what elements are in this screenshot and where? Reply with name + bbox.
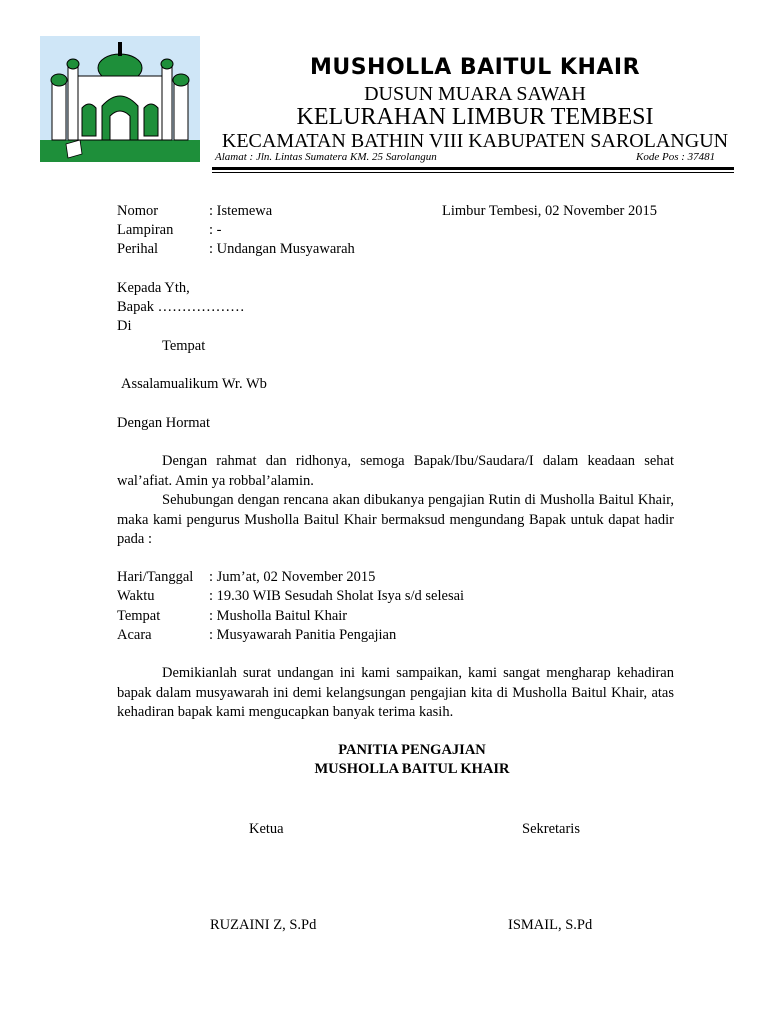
nomor-value: : Istemewa xyxy=(209,203,273,219)
tempat-value: : Musholla Baitul Khair xyxy=(209,608,348,624)
letterhead-address: Alamat : Jln. Lintas Sumatera KM. 25 Sarolangun xyxy=(215,151,437,163)
recipient-di: Di xyxy=(117,318,132,334)
lampiran-value: : - xyxy=(209,222,222,238)
perihal-value: : Undangan Musyawarah xyxy=(209,241,355,257)
sekretaris-title: Sekretaris xyxy=(522,821,580,837)
nomor-label: Nomor xyxy=(117,203,159,219)
recipient-kepada: Kepada Yth, xyxy=(117,280,190,296)
header-rule-thick xyxy=(212,167,734,170)
body-paragraph-1: Dengan rahmat dan ridhonya, semoga Bapak/Ibu/Saudara/I dalam keadaan sehat wal’afiat. Amin ya robbal’alamin. xyxy=(117,453,674,489)
letterhead-dusun: DUSUN MUARA SAWAH xyxy=(364,83,586,105)
waktu-value: : 19.30 WIB Sesudah Sholat Isya s/d selesai xyxy=(209,588,465,604)
recipient-bapak: Bapak ……………… xyxy=(117,299,245,315)
recipient-tempat: Tempat xyxy=(162,338,206,354)
acara-label: Acara xyxy=(117,627,152,643)
letterhead-title: MUSHOLLA BAITUL KHAIR xyxy=(309,55,641,80)
acara-value: : Musyawarah Panitia Pengajian xyxy=(209,627,397,643)
letterhead-kecamatan: KECAMATAN BATHIN VIII KABUPATEN SAROLANGUN xyxy=(221,130,729,152)
letterhead-kelurahan: KELURAHAN LIMBUR TEMBESI xyxy=(296,104,654,130)
header-rule-thin xyxy=(212,172,734,173)
body-paragraph-2: Sehubungan dengan rencana akan dibukanya pengajian Rutin di Musholla Baitul Khair, maka kami pengurus Musholla Baitul Khair bermaksud mengundang Bapak untuk dapat hadir pada : xyxy=(117,492,674,547)
tempat-label: Tempat xyxy=(117,608,161,624)
place-date: Limbur Tembesi, 02 November 2015 xyxy=(442,203,657,219)
lampiran-label: Lampiran xyxy=(117,222,174,238)
perihal-label: Perihal xyxy=(117,241,159,257)
ketua-title: Ketua xyxy=(249,821,284,837)
mosque-logo xyxy=(40,36,200,162)
waktu-label: Waktu xyxy=(117,588,155,604)
closing-org-2: MUSHOLLA BAITUL KHAIR xyxy=(314,761,510,777)
salutation: Dengan Hormat xyxy=(117,415,211,431)
letterhead-postal-code: Kode Pos : 37481 xyxy=(636,151,716,163)
closing-org-1: PANITIA PENGAJIAN xyxy=(338,742,486,758)
greeting: Assalamualikum Wr. Wb xyxy=(121,376,267,392)
mosque-icon xyxy=(40,36,200,162)
body-paragraph-3: Demikianlah surat undangan ini kami sampaikan, kami sangat mengharap kehadiran bapak dalam musyawarah ini demi kelangsungan pengajian kita di Musholla Baitul Khair, atas kehadiran bapak kami mengucapkan banyak terima kasih. xyxy=(117,665,674,720)
hari-label: Hari/Tanggal xyxy=(117,569,194,585)
sekretaris-name: ISMAIL, S.Pd xyxy=(508,917,593,933)
hari-value: : Jum’at, 02 November 2015 xyxy=(209,569,376,585)
ketua-name: RUZAINI Z, S.Pd xyxy=(210,917,317,933)
